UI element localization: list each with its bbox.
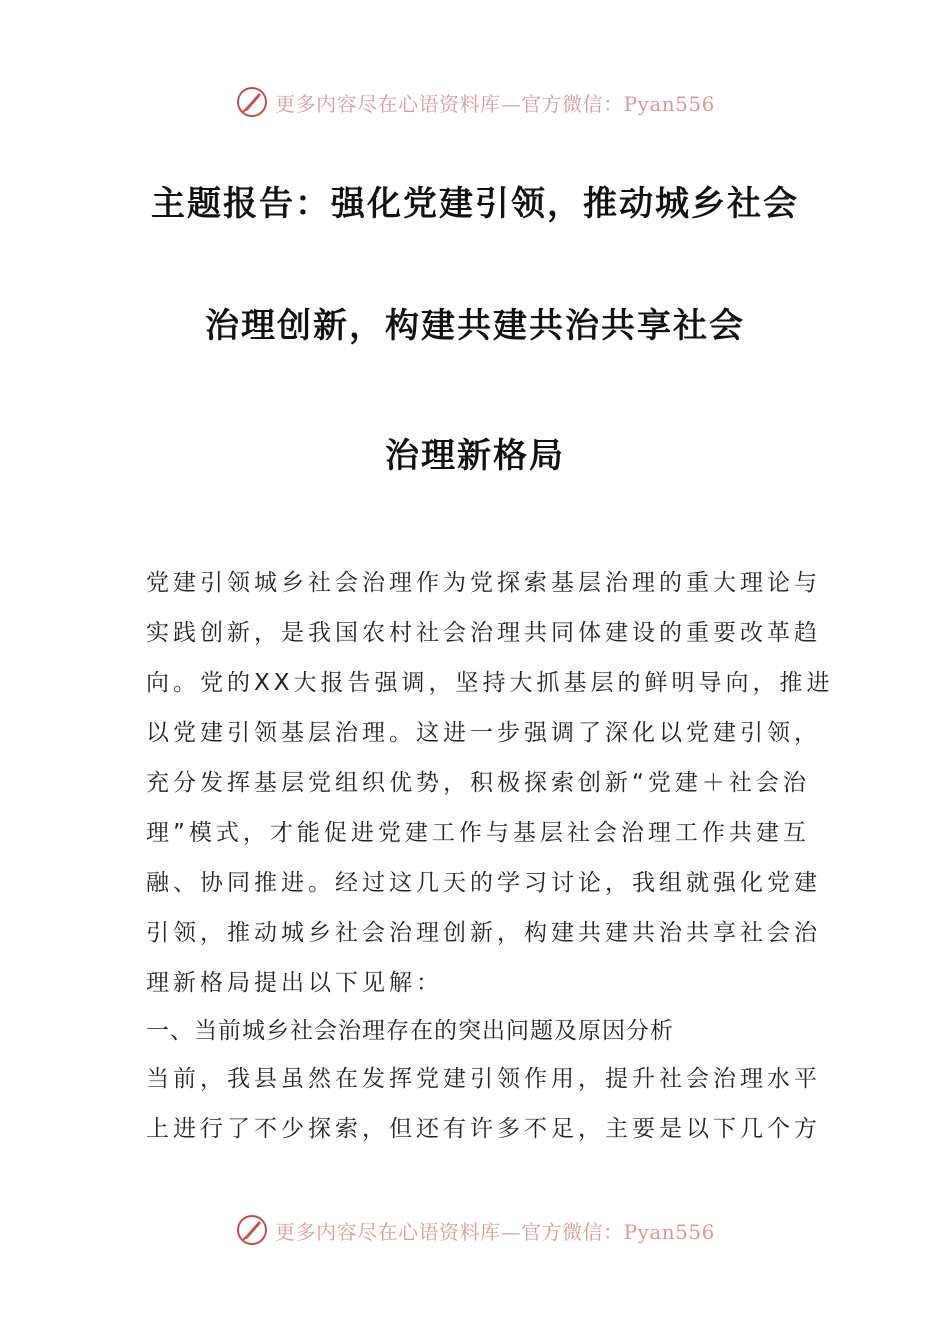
watermark-footer bbox=[0, 1210, 950, 1250]
quill-logo-icon bbox=[235, 85, 269, 119]
paragraph-line: 向。党的XX大报告强调，坚持大抓基层的鲜明导向，推进 bbox=[146, 670, 834, 696]
paragraph-line: 上进行了不少探索，但还有许多不足，主要是以下几个方 bbox=[146, 1116, 821, 1142]
paragraph-line: 理”模式，才能促进党建工作与基层社会治理工作共建互 bbox=[146, 820, 810, 846]
section-heading-1: 一、当前城乡社会治理存在的突出问题及原因分析 bbox=[146, 1018, 674, 1044]
paragraph-line: 党建引领城乡社会治理作为党探索基层治理的重大理论与 bbox=[146, 570, 821, 596]
paragraph-line: 融、协同推进。经过这几天的学习讨论，我组就强化党建 bbox=[146, 870, 821, 896]
quill-logo-icon bbox=[235, 1213, 269, 1247]
paragraph-line: 理新格局提出以下见解： bbox=[146, 970, 443, 996]
intro-paragraph bbox=[146, 558, 834, 1008]
document-title-line-2: 治理创新，构建共建共治共享社会 bbox=[205, 306, 745, 346]
document-body bbox=[146, 558, 834, 1154]
document-title-line-1: 主题报告：强化党建引领，推动城乡社会 bbox=[151, 184, 799, 224]
paragraph-line: 以党建引领基层治理。这进一步强调了深化以党建引领， bbox=[146, 720, 821, 746]
section1-paragraph bbox=[146, 1054, 821, 1154]
paragraph-line: 实践创新，是我国农村社会治理共同体建设的重要改革趋 bbox=[146, 620, 821, 646]
paragraph-line: 当前，我县虽然在发挥党建引领作用，提升社会治理水平 bbox=[146, 1066, 821, 1092]
paragraph-line: 引领，推动城乡社会治理创新，构建共建共治共享社会治 bbox=[146, 920, 821, 946]
paragraph-line: 充分发挥基层党组织优势，积极探索创新“党建＋社会治 bbox=[146, 770, 810, 796]
document-title-line-3: 治理新格局 bbox=[385, 436, 565, 476]
watermark-text: 更多内容尽在心语资料库—官方微信：Pyan556 bbox=[275, 91, 715, 116]
watermark-text: 更多内容尽在心语资料库—官方微信：Pyan556 bbox=[275, 1219, 715, 1244]
watermark-header bbox=[0, 82, 950, 122]
